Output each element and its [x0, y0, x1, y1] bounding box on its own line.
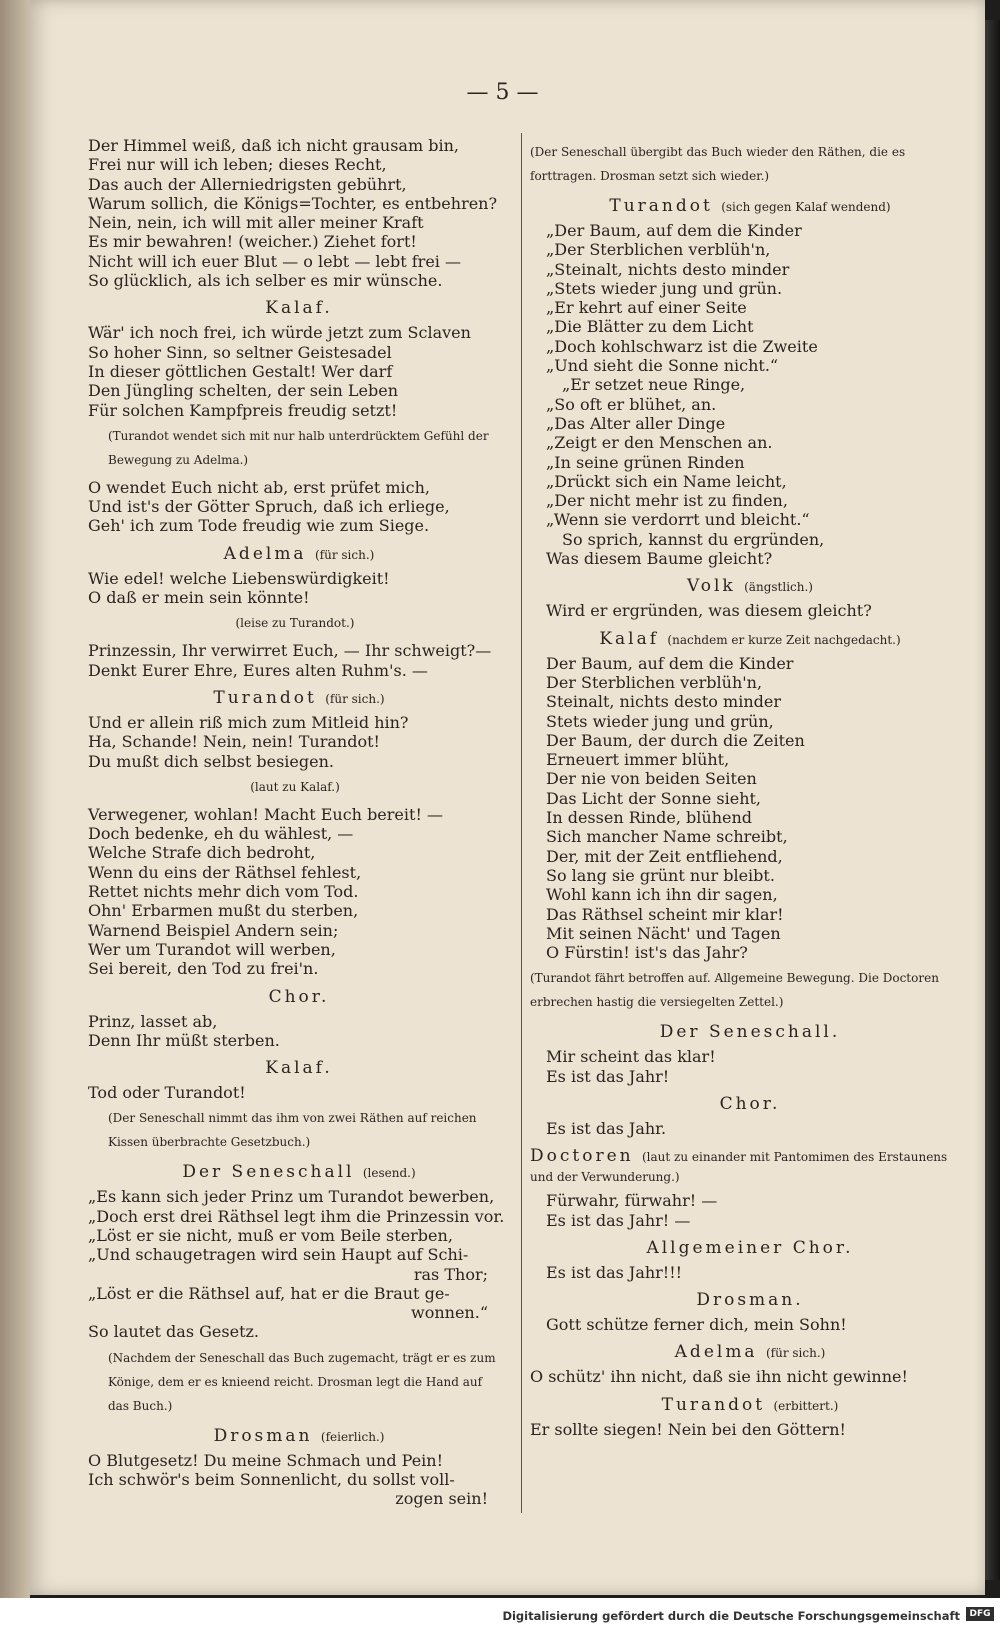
verse-line: Der Baum, der durch die Zeiten — [546, 730, 805, 750]
speaker-heading — [88, 1426, 510, 1446]
speaker-heading — [530, 629, 970, 649]
verse-line: Das Räthsel scheint mir klar! — [546, 904, 784, 924]
verse-line: Der Baum, auf dem die Kinder — [546, 653, 794, 673]
speaker-direction: (lesend.) — [362, 1166, 416, 1181]
speaker-name: Allgemeiner Chor. — [646, 1237, 854, 1258]
verse-line: Warnend Beispiel Andern sein; — [88, 920, 339, 940]
verse-line: Der Sterblichen verblüh'n, — [546, 672, 763, 692]
speaker-name: Chor. — [268, 986, 330, 1007]
speaker-heading — [530, 1022, 970, 1042]
speaker-heading — [530, 1146, 970, 1186]
verse-line: Du mußt dich selbst besiegen. — [88, 751, 334, 771]
verse-line: Denn Ihr müßt sterben. — [88, 1030, 280, 1050]
verse-line: „Löst er sie nicht, muß er vom Beile sterben, — [88, 1225, 453, 1245]
speaker-heading — [530, 1342, 970, 1362]
verse-line: „Drückt sich ein Name leicht, — [546, 471, 787, 491]
speaker-name: Chor. — [719, 1093, 781, 1114]
speaker-direction: (für sich.) — [314, 547, 375, 562]
speaker-name: Drosman — [213, 1425, 313, 1446]
verse-line: „Die Blätter zu dem Licht — [546, 317, 754, 337]
verse-line: „Steinalt, nichts desto minder — [546, 259, 790, 279]
verse-line: „Es kann sich jeder Prinz um Turandot bewerben, — [88, 1187, 495, 1207]
verse-line: zogen sein! — [395, 1489, 488, 1509]
verse-line: „Der nicht mehr ist zu finden, — [546, 491, 788, 511]
verse-line: Was diesem Baume gleicht? — [546, 549, 773, 569]
verse-line: Steinalt, nichts desto minder — [546, 692, 781, 712]
verse-line: „So oft er blühet, an. — [546, 394, 717, 414]
speaker-name: Der Seneschall — [182, 1162, 355, 1183]
speaker-heading — [88, 298, 510, 318]
verse-line: Den Jüngling schelten, der sein Leben — [88, 381, 398, 401]
verse-line: Ich schwör's beim Sonnenlicht, du sollst voll- — [88, 1470, 455, 1490]
verse-line: So lautet das Gesetz. — [88, 1322, 260, 1342]
verse-line: Wie edel! welche Liebenswürdigkeit! — [88, 568, 390, 588]
verse-line: „In seine grünen Rinden — [546, 452, 745, 472]
verse-line: Und er allein riß mich zum Mitleid hin? — [88, 712, 409, 732]
speaker-heading — [88, 688, 510, 708]
verse-line: Prinzessin, Ihr verwirret Euch, — Ihr schweigt?— — [88, 641, 492, 661]
stage-direction: (Der Seneschall nimmt das ihm von zwei Räthen auf reichen Kissen überbrachte Gesetzbuch.) — [108, 1111, 477, 1150]
verse-line: Ohn' Erbarmen mußt du sterben, — [88, 901, 359, 921]
verse-line: Wohl kann ich ihn dir sagen, — [546, 885, 778, 905]
speaker-direction: (sich gegen Kalaf wendend) — [721, 200, 891, 214]
verse-line: „Der Baum, auf dem die Kinder — [546, 221, 802, 240]
verse-line: O Blutgesetz! Du meine Schmach und Pein! — [88, 1450, 444, 1470]
speaker-name: Der Seneschall. — [659, 1022, 841, 1043]
verse-line: Warum sollich, die Königs=Tochter, es entbehren? — [88, 193, 498, 213]
stage-direction: (Turandot fährt betroffen auf. Allgemeine Bewegung. Die Doctoren erbrechen hastig die versiegelten Zettel.) — [530, 971, 939, 1010]
column-divider — [521, 133, 522, 1513]
speaker-heading — [530, 196, 970, 216]
verse-line: wonnen.“ — [411, 1303, 488, 1323]
stage-direction: (leise zu Turandot.) — [235, 616, 355, 631]
book-page — [30, 0, 985, 1595]
stage-direction: (Nachdem der Seneschall das Buch zugemacht, trägt er es zum Könige, dem er es knieend reicht. Drosman legt die Hand auf das Buch.) — [108, 1350, 496, 1413]
stage-direction: (Der Seneschall übergibt das Buch wieder den Räthen, die es forttragen. Drosman setzt sich wieder.) — [530, 145, 906, 183]
verse-line: „Löst er die Räthsel auf, hat er die Braut ge- — [88, 1283, 450, 1303]
verse-line: „Und sieht die Sonne nicht.“ — [546, 356, 779, 376]
verse-line: Das auch der Allerniedrigsten gebührt, — [88, 174, 407, 194]
speaker-heading — [530, 1395, 970, 1415]
speaker-heading — [530, 1094, 970, 1114]
dfg-logo: DFG — [966, 1607, 994, 1621]
verse-line: So sprich, kannst du ergründen, — [562, 529, 825, 549]
verse-line: Verwegener, wohlan! Macht Euch bereit! — — [88, 804, 443, 824]
verse-line: Wär' ich noch frei, ich würde jetzt zum Sclaven — [88, 323, 471, 343]
verse-line: Sei bereit, den Tod zu frei'n. — [88, 959, 319, 979]
speaker-direction: (laut zu einander mit Pantomimen des Erstaunens und der Verwunderung.) — [530, 1150, 948, 1185]
speaker-heading — [530, 1238, 970, 1258]
verse-line: Denkt Eurer Ehre, Eures alten Ruhm's. — — [88, 660, 428, 680]
speaker-heading — [88, 544, 510, 564]
verse-line: Er sollte siegen! Nein bei den Göttern! — [530, 1419, 846, 1439]
verse-line: „Stets wieder jung und grün. — [546, 278, 783, 298]
verse-line: Für solchen Kampfpreis freudig setzt! — [88, 400, 398, 420]
verse-line: ras Thor; — [413, 1264, 488, 1284]
speaker-name: Turandot — [213, 687, 317, 708]
verse-line: „Er setzet neue Ringe, — [562, 375, 746, 395]
verse-line: „Doch erst drei Räthsel legt ihm die Prinzessin vor. — [88, 1206, 505, 1226]
speaker-name: Turandot — [609, 196, 713, 216]
verse-line: Nein, nein, ich will mit aller meiner Kraft — [88, 213, 424, 233]
stage-direction: (laut zu Kalaf.) — [250, 779, 340, 794]
verse-line: Welche Strafe dich bedroht, — [88, 843, 316, 863]
left-page-edge — [0, 0, 30, 1600]
verse-line: Rettet nichts mehr dich vom Tod. — [88, 882, 359, 902]
verse-line: „Wenn sie verdorrt und bleicht.“ — [546, 510, 810, 530]
verse-line: Stets wieder jung und grün, — [546, 711, 774, 731]
verse-line: Wer um Turandot will werben, — [88, 939, 336, 959]
verse-line: Der Himmel weiß, daß ich nicht grausam bin, — [88, 136, 459, 155]
speaker-name: Kalaf. — [265, 298, 333, 319]
verse-line: Es ist das Jahr! — — [546, 1210, 691, 1230]
verse-line: Der, mit der Zeit entfliehend, — [546, 846, 783, 866]
verse-line: Es ist das Jahr! — [546, 1066, 670, 1086]
verse-line: Und ist's der Götter Spruch, daß ich erliege, — [88, 497, 450, 517]
verse-line: Nicht will ich euer Blut — o lebt — lebt frei — — [88, 251, 461, 271]
speaker-heading — [88, 1058, 510, 1078]
verse-line: Mir scheint das klar! — [546, 1047, 716, 1067]
speaker-direction: (für sich.) — [765, 1346, 826, 1361]
right-column — [530, 136, 970, 1439]
verse-line: So glücklich, als ich selber es mir wünsche. — [88, 271, 443, 291]
verse-line: Das Licht der Sonne sieht, — [546, 788, 762, 808]
speaker-direction: (nachdem er kurze Zeit nachgedacht.) — [667, 632, 901, 647]
verse-line: Sich mancher Name schreibt, — [546, 827, 788, 847]
left-column — [88, 136, 510, 1509]
speaker-heading — [530, 1290, 970, 1310]
verse-line: Prinz, lasset ab, — [88, 1011, 218, 1031]
verse-line: Es ist das Jahr!!! — [546, 1262, 683, 1282]
verse-line: O Fürstin! ist's das Jahr? — [546, 943, 748, 963]
digitization-credit: Digitalisierung gefördert durch die Deutsche Forschungsgemeinschaft — [502, 1609, 960, 1623]
verse-line: Mit seinen Nächt' und Tagen — [546, 923, 781, 943]
speaker-heading — [530, 576, 970, 596]
verse-line: Der nie von beiden Seiten — [546, 769, 757, 789]
speaker-heading — [88, 987, 510, 1007]
speaker-name: Kalaf. — [265, 1058, 333, 1079]
verse-line: „Er kehrt auf einer Seite — [546, 298, 747, 318]
verse-line: „Zeigt er den Menschen an. — [546, 433, 773, 453]
book-edge — [985, 20, 1000, 1580]
verse-line: „Der Sterblichen verblüh'n, — [546, 240, 771, 260]
verse-line: O daß er mein sein könnte! — [88, 588, 310, 608]
speaker-name: Kalaf — [599, 628, 660, 649]
speaker-name: Drosman. — [696, 1290, 804, 1311]
verse-line: Es mir bewahren! (weicher.) Ziehet fort! — [88, 232, 417, 252]
verse-line: Doch bedenke, eh du wählest, — — [88, 824, 354, 844]
verse-line: Tod oder Turandot! — [88, 1083, 246, 1103]
speaker-direction: (ängstlich.) — [744, 580, 813, 595]
verse-line: „Das Alter aller Dinge — [546, 413, 726, 433]
verse-line: Wird er ergründen, was diesem gleicht? — [546, 601, 872, 621]
speaker-direction: (für sich.) — [325, 691, 385, 706]
verse-line: Fürwahr, fürwahr! — — [546, 1191, 718, 1211]
verse-line: So hoher Sinn, so seltner Geistesadel — [88, 342, 392, 362]
verse-line: Es ist das Jahr. — [546, 1118, 667, 1138]
page-number: — 5 — — [466, 80, 539, 105]
speaker-name: Volk — [687, 576, 736, 597]
verse-line: So lang sie grünt nur bleibt. — [546, 865, 775, 885]
verse-line: Gott schütze ferner dich, mein Sohn! — [546, 1315, 847, 1335]
stage-direction: (Turandot wendet sich mit nur halb unterdrücktem Gefühl der Bewegung zu Adelma.) — [108, 428, 489, 467]
speaker-direction: (feierlich.) — [320, 1429, 385, 1444]
verse-line: „Und schaugetragen wird sein Haupt auf Schi- — [88, 1245, 469, 1265]
speaker-heading — [88, 1162, 510, 1182]
verse-line: In dieser göttlichen Gestalt! Wer darf — [88, 361, 393, 381]
verse-line: Wenn du eins der Räthsel fehlest, — [88, 862, 362, 882]
speaker-name: Adelma — [674, 1342, 758, 1363]
verse-line: O wendet Euch nicht ab, erst prüfet mich, — [88, 477, 430, 497]
verse-line: Ha, Schande! Nein, nein! Turandot! — [88, 732, 380, 752]
verse-line: Geh' ich zum Tode freudig wie zum Siege. — [88, 516, 430, 536]
speaker-direction: (erbittert.) — [773, 1398, 839, 1413]
verse-line: O schütz' ihn nicht, daß sie ihn nicht gewinne! — [530, 1367, 908, 1387]
verse-line: „Doch kohlschwarz ist die Zweite — [546, 336, 818, 356]
speaker-name: Turandot — [661, 1394, 766, 1415]
speaker-name: Adelma — [223, 543, 307, 564]
verse-line: Frei nur will ich leben; dieses Recht, — [88, 155, 387, 175]
verse-line: In dessen Rinde, blühend — [546, 808, 753, 828]
speaker-name: Doctoren — [530, 1146, 634, 1167]
verse-line: Erneuert immer blüht, — [546, 750, 730, 770]
